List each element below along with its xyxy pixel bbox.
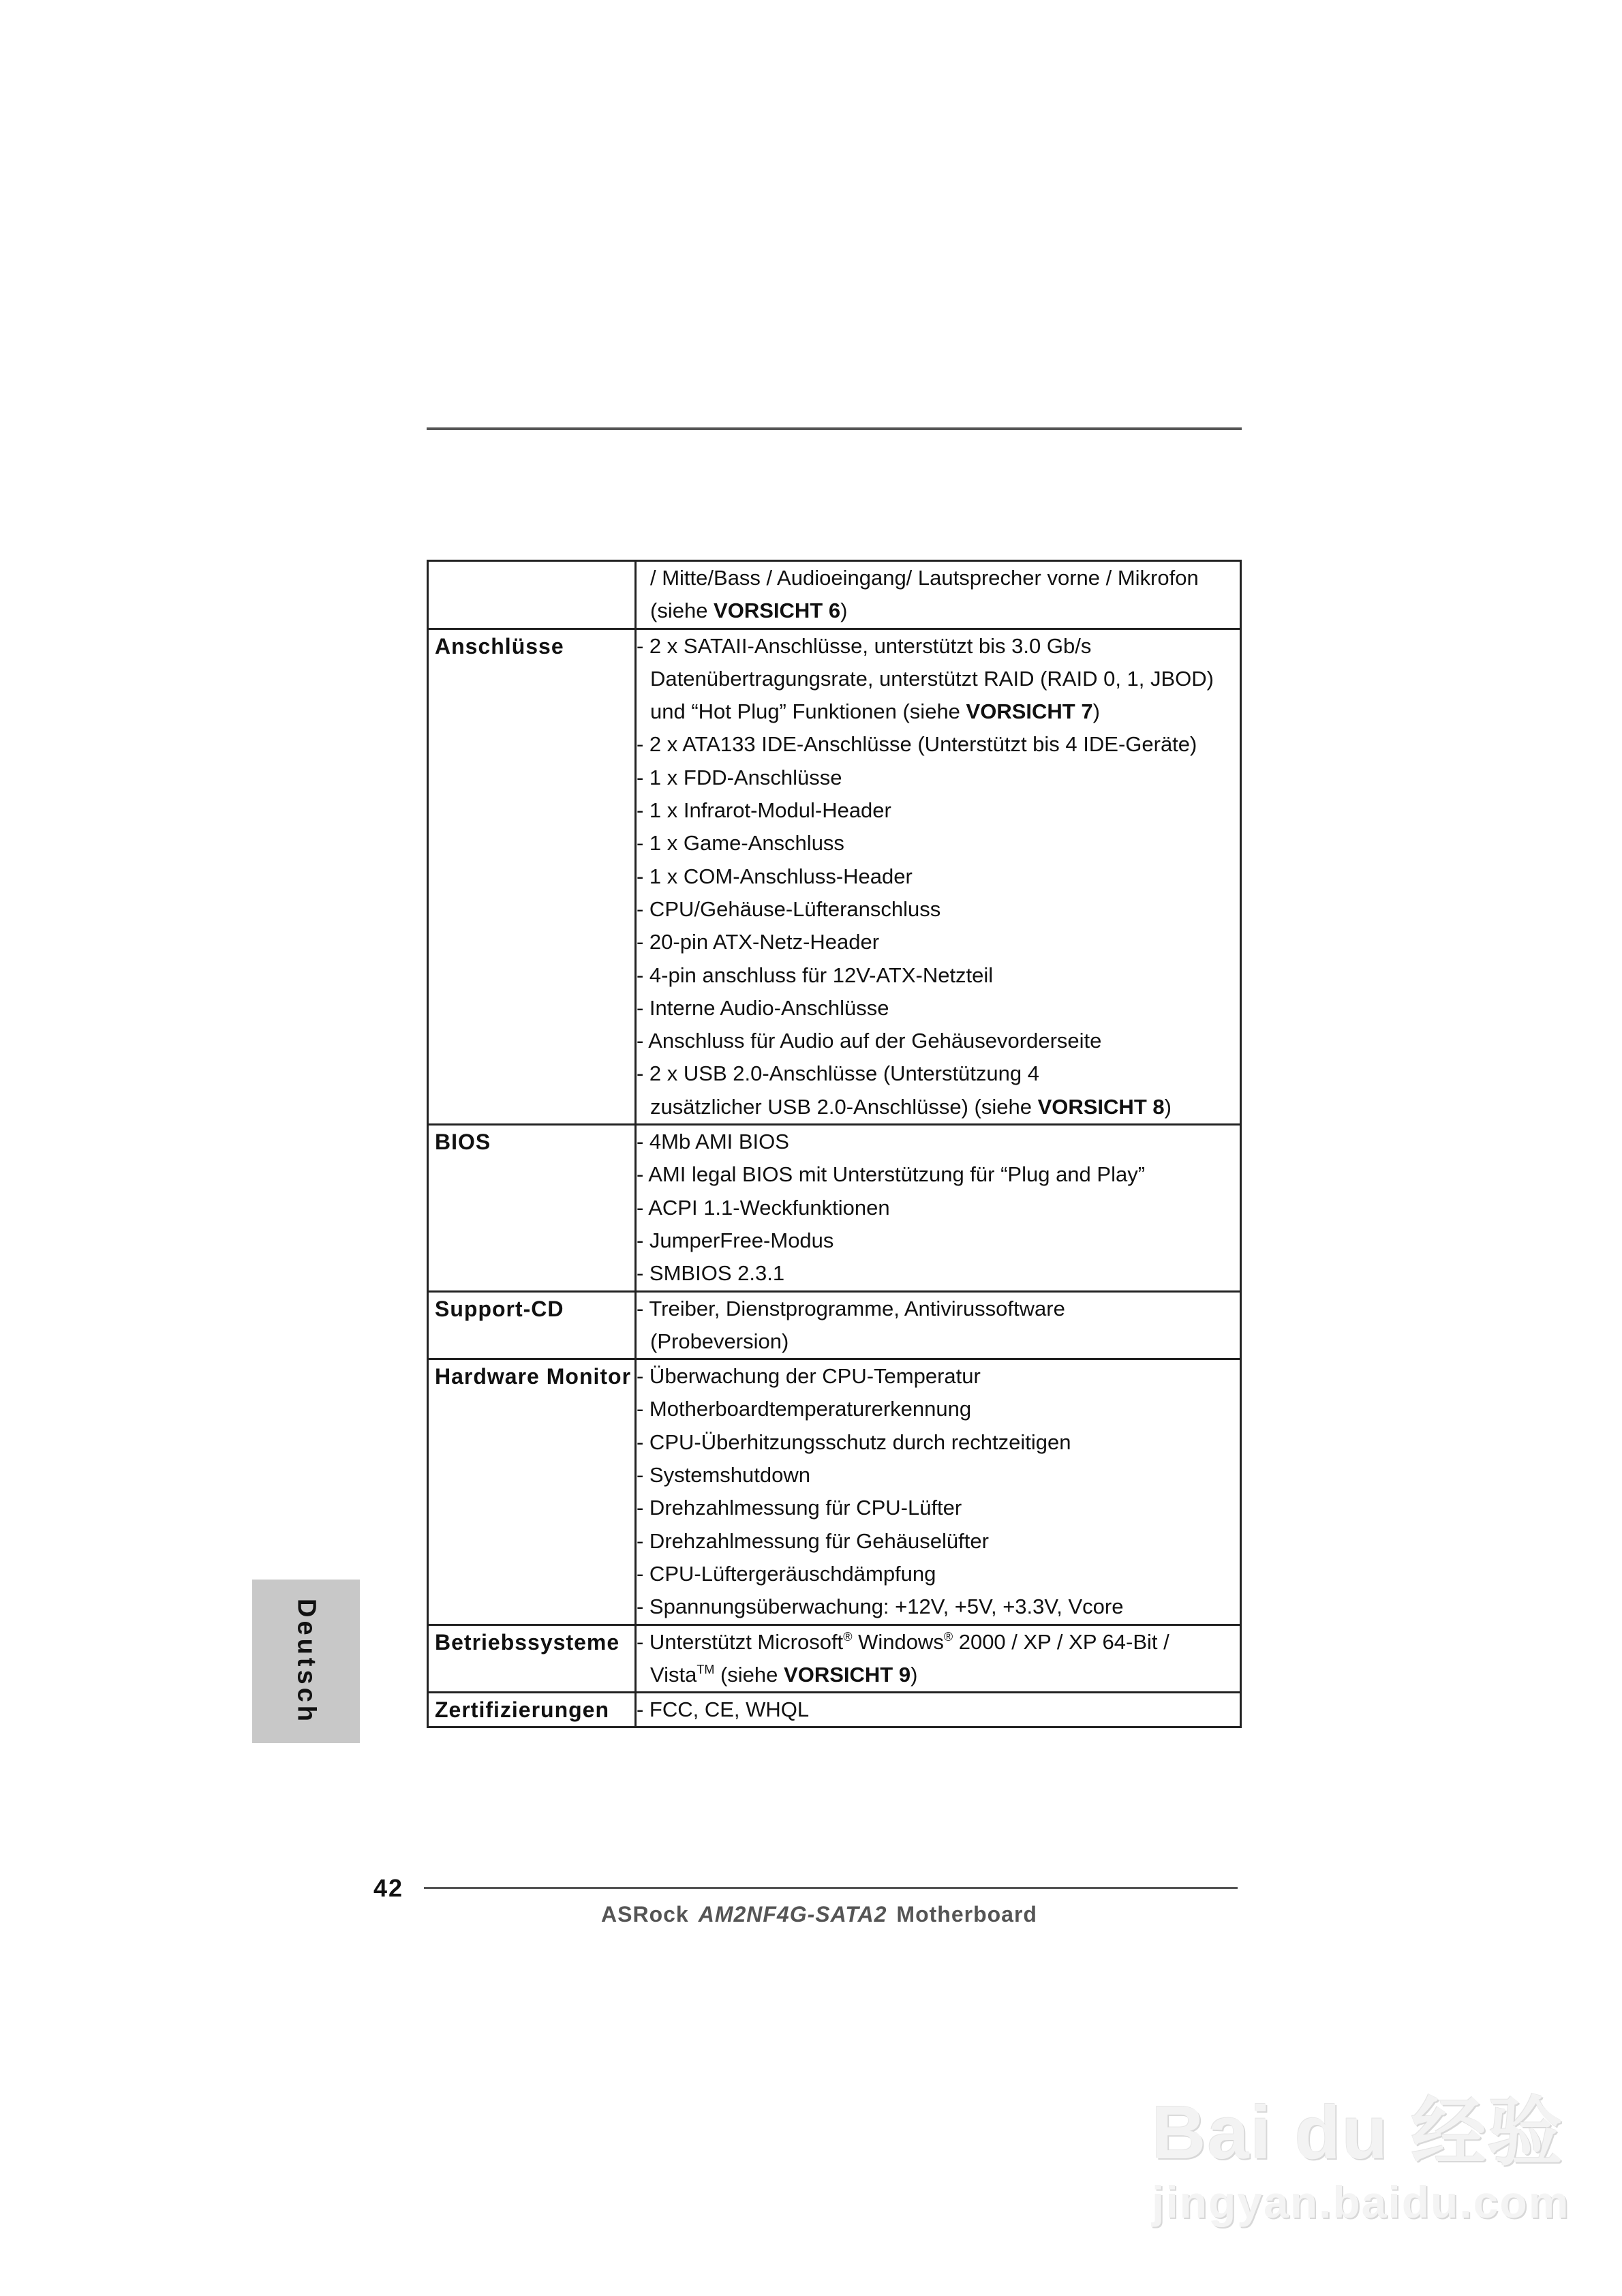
spec-line-text: - 20-pin ATX-Netz-Header bbox=[637, 930, 880, 954]
spec-line-text: - AMI legal BIOS mit Unterstützung für “Plug and Play” bbox=[637, 1162, 1146, 1187]
spec-line-text: - 1 x COM-Anschluss-Header bbox=[637, 864, 913, 888]
spec-line-text: Datenübertragungsrate, unterstützt RAID (RAID 0, 1, JBOD) bbox=[650, 666, 1214, 691]
spec-line-text: 2000 / XP / XP 64-Bit / bbox=[953, 1629, 1169, 1654]
watermark-logo bbox=[1152, 2072, 1564, 2180]
spec-line bbox=[637, 1025, 1240, 1057]
footer-product: Motherboard bbox=[896, 1902, 1037, 1927]
caution-reference: VORSICHT 6 bbox=[714, 599, 841, 623]
top-rule bbox=[427, 427, 1242, 430]
spec-line-text: Vista bbox=[650, 1662, 697, 1687]
spec-line bbox=[637, 594, 1240, 627]
spec-line bbox=[637, 1558, 1240, 1590]
spec-line bbox=[637, 827, 1240, 860]
spec-label-cell bbox=[428, 1625, 636, 1693]
footer-model: AM2NF4G-SATA2 bbox=[698, 1902, 887, 1927]
spec-line bbox=[637, 1224, 1240, 1257]
spec-line bbox=[637, 1192, 1240, 1224]
spec-line-text: / Mitte/Bass / Audioeingang/ Lautsprecher vorne / Mikrofon bbox=[650, 566, 1199, 590]
spec-row bbox=[428, 1125, 1241, 1291]
spec-line-text: - FCC, CE, WHQL bbox=[637, 1697, 810, 1722]
caution-reference: VORSICHT 8 bbox=[1037, 1094, 1165, 1119]
spec-line bbox=[637, 1525, 1240, 1558]
spec-line-text: - CPU-Überhitzungsschutz durch rechtzeitigen bbox=[637, 1430, 1071, 1454]
footer-rule bbox=[424, 1887, 1238, 1889]
spec-line bbox=[637, 1360, 1240, 1393]
spec-line bbox=[637, 992, 1240, 1025]
trademark-mark: TM bbox=[697, 1662, 715, 1676]
spec-line bbox=[637, 1693, 1240, 1726]
spec-line bbox=[637, 1426, 1240, 1459]
spec-table bbox=[427, 560, 1242, 1728]
spec-row bbox=[428, 561, 1241, 629]
trademark-mark: ® bbox=[843, 1629, 853, 1644]
spec-line bbox=[637, 1325, 1240, 1358]
spec-label-cell bbox=[428, 1291, 636, 1359]
spec-line bbox=[637, 1158, 1240, 1191]
spec-line-text: - Drehzahlmessung für CPU-Lüfter bbox=[637, 1496, 962, 1520]
spec-line-text: ) bbox=[1092, 699, 1100, 724]
spec-line bbox=[637, 926, 1240, 958]
spec-line bbox=[637, 1257, 1240, 1290]
spec-value-cell bbox=[636, 1693, 1241, 1727]
spec-line-text: - Überwachung der CPU-Temperatur bbox=[637, 1364, 981, 1389]
spec-label: Support-CD bbox=[435, 1296, 564, 1321]
watermark-logo-text: Bai du 经验 bbox=[1152, 2091, 1564, 2175]
spec-line-text: ) bbox=[1164, 1094, 1172, 1119]
spec-line-text: - CPU/Gehäuse-Lüfteranschluss bbox=[637, 896, 941, 921]
spec-line bbox=[637, 728, 1240, 761]
spec-label: Betriebssysteme bbox=[435, 1629, 620, 1655]
spec-label-cell bbox=[428, 561, 636, 629]
language-tab-label: Deutsch bbox=[292, 1598, 321, 1725]
spec-label: Hardware Monitor bbox=[435, 1364, 632, 1389]
spec-line-text: Windows bbox=[852, 1629, 944, 1654]
spec-line bbox=[637, 1393, 1240, 1425]
spec-label: Zertifizierungen bbox=[435, 1697, 610, 1723]
spec-value-cell bbox=[636, 1359, 1241, 1625]
spec-value-cell bbox=[636, 629, 1241, 1124]
spec-line-text: - 4-pin anschluss für 12V-ATX-Netzteil bbox=[637, 963, 994, 987]
spec-line bbox=[637, 794, 1240, 827]
spec-row bbox=[428, 1625, 1241, 1693]
spec-line bbox=[637, 1492, 1240, 1524]
spec-value-cell bbox=[636, 561, 1241, 629]
spec-line bbox=[637, 695, 1240, 728]
spec-line-text: (Probeversion) bbox=[650, 1329, 789, 1353]
spec-row bbox=[428, 629, 1241, 1124]
spec-line-text: - 1 x Game-Anschluss bbox=[637, 831, 844, 856]
spec-value-cell bbox=[636, 1625, 1241, 1693]
spec-line-text: - ACPI 1.1-Weckfunktionen bbox=[637, 1195, 890, 1220]
footer-title bbox=[601, 1902, 1037, 1927]
spec-line-text: - 1 x FDD-Anschlüsse bbox=[637, 765, 842, 789]
spec-line-text: - Systemshutdown bbox=[637, 1463, 810, 1487]
spec-line-text: (siehe bbox=[650, 599, 714, 623]
spec-line-text: und “Hot Plug” Funktionen (siehe bbox=[650, 699, 966, 724]
spec-line-text: ) bbox=[911, 1662, 918, 1687]
caution-reference: VORSICHT 7 bbox=[966, 699, 1093, 724]
spec-value-cell bbox=[636, 1291, 1241, 1359]
spec-line-text: zusätzlicher USB 2.0-Anschlüsse) (siehe bbox=[650, 1094, 1038, 1119]
spec-line bbox=[637, 959, 1240, 992]
footer-brand: ASRock bbox=[601, 1902, 689, 1927]
spec-line-text: ) bbox=[840, 599, 848, 623]
spec-label: Anschlüsse bbox=[435, 633, 564, 659]
spec-line-text: - Anschluss für Audio auf der Gehäusevorderseite bbox=[637, 1029, 1102, 1053]
spec-line bbox=[637, 1626, 1240, 1659]
spec-line bbox=[637, 1126, 1240, 1158]
spec-line bbox=[637, 893, 1240, 926]
spec-line bbox=[637, 1459, 1240, 1492]
spec-line-text: - JumperFree-Modus bbox=[637, 1228, 834, 1252]
spec-line-text: - 2 x USB 2.0-Anschlüsse (Unterstützung 4 bbox=[637, 1061, 1039, 1086]
spec-line-text: - Motherboardtemperaturerkennung bbox=[637, 1397, 972, 1421]
spec-line bbox=[637, 663, 1240, 695]
spec-line-text: - Unterstützt Microsoft bbox=[637, 1629, 844, 1654]
spec-label-cell bbox=[428, 1693, 636, 1727]
spec-line-text: - CPU-Lüftergeräuschdämpfung bbox=[637, 1561, 936, 1586]
spec-line bbox=[637, 630, 1240, 663]
watermark-url: jingyan.baidu.com bbox=[1152, 2177, 1570, 2227]
spec-label-cell bbox=[428, 1125, 636, 1291]
spec-line bbox=[637, 1091, 1240, 1123]
spec-line-text: - 1 x Infrarot-Modul-Header bbox=[637, 798, 891, 823]
spec-row bbox=[428, 1291, 1241, 1359]
trademark-mark: ® bbox=[943, 1629, 953, 1644]
spec-line-text: - 2 x ATA133 IDE-Anschlüsse (Unterstützt bis 4 IDE-Geräte) bbox=[637, 732, 1197, 757]
spec-line bbox=[637, 761, 1240, 794]
spec-value-cell bbox=[636, 1125, 1241, 1291]
spec-line bbox=[637, 1057, 1240, 1090]
spec-row bbox=[428, 1693, 1241, 1727]
spec-line bbox=[637, 562, 1240, 594]
spec-line-text: - Drehzahlmessung für Gehäuselüfter bbox=[637, 1528, 989, 1553]
caution-reference: VORSICHT 9 bbox=[784, 1662, 911, 1687]
spec-line-text: - SMBIOS 2.3.1 bbox=[637, 1261, 785, 1286]
spec-line-text: - Interne Audio-Anschlüsse bbox=[637, 995, 889, 1020]
spec-line-text: - 2 x SATAII-Anschlüsse, unterstützt bis 3.0 Gb/s bbox=[637, 633, 1092, 658]
language-tab bbox=[252, 1580, 360, 1743]
spec-line bbox=[637, 1659, 1240, 1691]
spec-label-cell bbox=[428, 1359, 636, 1625]
spec-row bbox=[428, 1359, 1241, 1625]
spec-label: BIOS bbox=[435, 1130, 491, 1155]
spec-label-cell bbox=[428, 629, 636, 1124]
spec-line bbox=[637, 860, 1240, 893]
spec-line-text: (siehe bbox=[714, 1662, 784, 1687]
spec-line bbox=[637, 1293, 1240, 1325]
spec-line bbox=[637, 1590, 1240, 1623]
spec-line-text: - Spannungsüberwachung: +12V, +5V, +3.3V, Vcore bbox=[637, 1595, 1124, 1619]
page-number: 42 bbox=[373, 1874, 404, 1902]
spec-line-text: - 4Mb AMI BIOS bbox=[637, 1130, 789, 1154]
spec-line-text: - Treiber, Dienstprogramme, Antivirussoftware bbox=[637, 1296, 1065, 1320]
